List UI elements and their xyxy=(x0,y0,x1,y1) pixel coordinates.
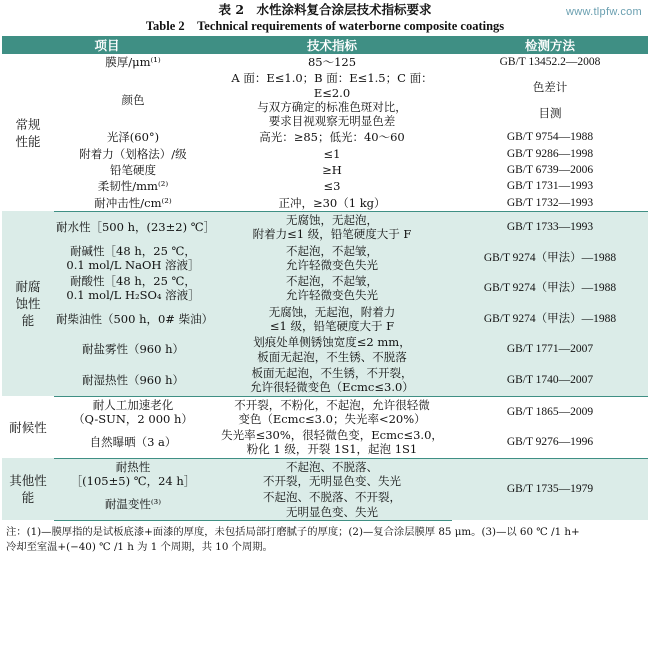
spec-cell: ≤1 xyxy=(212,146,452,162)
method-cell: GB/T 9274（甲法）—1988 xyxy=(452,304,648,335)
method-cell: GB/T 9274（甲法）—1988 xyxy=(452,243,648,274)
method-cell: GB/T 13452.2—2008 xyxy=(452,54,648,70)
header-spec: 技术指标 xyxy=(212,36,452,54)
table-row xyxy=(2,243,648,274)
header-item: 项目 xyxy=(2,36,212,54)
table-row xyxy=(2,162,648,178)
method-cell: GB/T 1865—2009 xyxy=(452,396,648,427)
spec-cell: 正冲，≥30（1 kg） xyxy=(212,195,452,212)
header-method: 检测方法 xyxy=(452,36,648,54)
spec-cell: 不起泡、不脱落、 不开裂，无明显色变、失光 xyxy=(212,458,452,489)
table-title-cn: 表 2 水性涂料复合涂层技术指标要求 xyxy=(218,2,432,17)
section-other: 其他性能 xyxy=(2,458,54,520)
table-row xyxy=(2,195,648,212)
table-row xyxy=(2,334,648,365)
spec-cell: 划痕处单侧锈蚀宽度≤2 mm， 板面无起泡，不生锈、不脱落 xyxy=(212,334,452,365)
table-row xyxy=(2,365,648,396)
item-cell: 自然曝晒（3 a） xyxy=(54,427,212,458)
spec-cell: 无腐蚀，无起泡，附着力 ≤1 级，铅笔硬度大于 F xyxy=(212,304,452,335)
spec-cell: 高光：≥85；低光：40～60 xyxy=(212,129,452,145)
spec-cell: 不开裂，不粉化，不起泡，允许很轻微 变色（Ecmc≤3.0；失光率<20%） xyxy=(212,396,452,427)
spec-cell: 板面无起泡，不生锈，不开裂， 允许很轻微变色（Ecmc≤3.0） xyxy=(212,365,452,396)
method-cell: GB/T 9754—1988 xyxy=(452,129,648,145)
section-conventional: 常规性能 xyxy=(2,54,54,211)
table-row xyxy=(2,211,648,242)
method-cell: GB/T 1740—2007 xyxy=(452,365,648,396)
item-cell: 耐水性［500 h，(23±2) ℃］ xyxy=(54,211,212,242)
spec-cell: ≤3 xyxy=(212,178,452,194)
method-cell: GB/T 9276—1996 xyxy=(452,427,648,458)
method-cell: GB/T 1735—1979 xyxy=(452,458,648,520)
table-row xyxy=(2,54,648,70)
item-cell: 耐湿热性（960 h） xyxy=(54,365,212,396)
method-cell: GB/T 1733—1993 xyxy=(452,211,648,242)
method-cell: GB/T 1731—1993 xyxy=(452,178,648,194)
table-footnote: 注：(1)—膜厚指的是试板底漆+面漆的厚度，未包括局部打磨腻子的厚度；(2)—复合涂层膜厚 85 μm。(3)—以 60 ℃ /1 h+ 冷却至室温+(−40) ℃ /1 h 为 1 个周期，共 10 个周期。 xyxy=(6,525,580,553)
method-cell: 色差计 目测 xyxy=(452,70,648,129)
spec-cell: A 面：E≤1.0；B 面：E≤1.5；C 面：E≤2.0 与双方确定的标准色斑对比， 要求目视观察无明显色差 xyxy=(212,70,452,129)
table-title-en: Table 2 Technical requirements of waterborne composite coatings xyxy=(145,19,505,33)
table-row xyxy=(2,129,648,145)
item-cell: 耐盐雾性（960 h） xyxy=(54,334,212,365)
method-cell: GB/T 6739—2006 xyxy=(452,162,648,178)
method-cell: GB/T 9286—1998 xyxy=(452,146,648,162)
table-row xyxy=(2,458,648,489)
spec-cell: 不起泡，不起皱， 允许轻微变色失光 xyxy=(212,243,452,274)
method-cell: GB/T 1732—1993 xyxy=(452,195,648,212)
section-corrosion: 耐腐蚀性能 xyxy=(2,211,54,396)
table-row xyxy=(2,146,648,162)
spec-cell: 无腐蚀，无起泡， 附着力≤1 级，铅笔硬度大于 F xyxy=(212,211,452,242)
method-cell: GB/T 1771—2007 xyxy=(452,334,648,365)
table-row xyxy=(2,70,648,129)
table-row xyxy=(2,273,648,304)
item-cell: 柔韧性/mm⁽²⁾ xyxy=(54,178,212,194)
item-cell: 膜厚/μm⁽¹⁾ xyxy=(54,54,212,70)
method-cell: GB/T 9274（甲法）—1988 xyxy=(452,273,648,304)
item-cell: 颜色 xyxy=(54,70,212,129)
item-cell: 铅笔硬度 xyxy=(54,162,212,178)
item-cell: 耐柴油性（500 h，0# 柴油） xyxy=(54,304,212,335)
item-cell: 耐酸性［48 h，25 ℃， 0.1 mol/L H₂SO₄ 溶液］ xyxy=(54,273,212,304)
item-cell: 耐冲击性/cm⁽²⁾ xyxy=(54,195,212,212)
item-cell: 光泽(60°) xyxy=(54,129,212,145)
requirements-table xyxy=(2,36,648,521)
table-row xyxy=(2,178,648,194)
table-row xyxy=(2,396,648,427)
item-cell: 附着力（划格法）/级 xyxy=(54,146,212,162)
item-cell: 耐人工加速老化 （Q-SUN，2 000 h） xyxy=(54,396,212,427)
table-header-row xyxy=(2,36,648,54)
spec-cell: 失光率≤30%，很轻微色变，Ecmc≤3.0， 粉化 1 级，开裂 1S1，起泡 1S1 xyxy=(212,427,452,458)
item-cell: 耐温变性⁽³⁾ xyxy=(54,489,212,520)
spec-cell: 不起泡、不脱落、不开裂， 无明显色变、失光 xyxy=(212,489,452,520)
item-cell: 耐热性 ［(105±5) ℃，24 h］ xyxy=(54,458,212,489)
watermark-text: www.tlpfw.com xyxy=(565,6,642,18)
spec-cell: ≥H xyxy=(212,162,452,178)
item-cell: 耐碱性［48 h，25 ℃， 0.1 mol/L NaOH 溶液］ xyxy=(54,243,212,274)
section-weather: 耐候性 xyxy=(2,396,54,458)
spec-cell: 不起泡，不起皱， 允许轻微变色失光 xyxy=(212,273,452,304)
spec-cell: 85～125 xyxy=(212,54,452,70)
table-row xyxy=(2,304,648,335)
table-row xyxy=(2,427,648,458)
